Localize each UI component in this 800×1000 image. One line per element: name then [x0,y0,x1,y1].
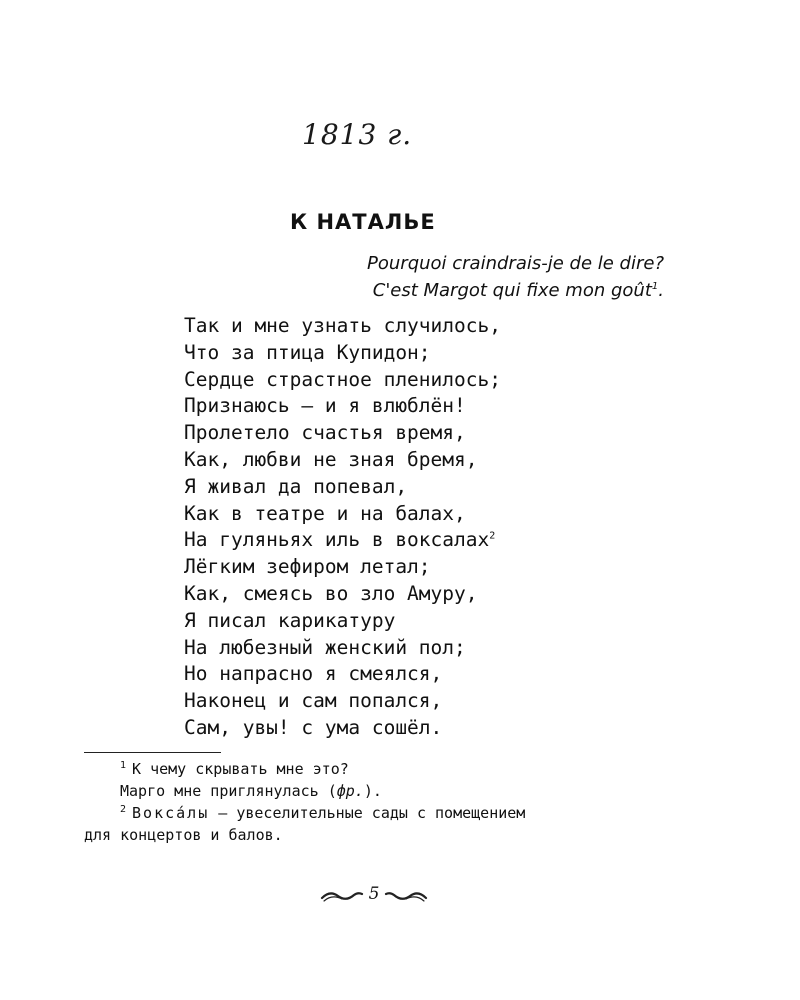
footnote-1-line-1: К чему скрывать мне это? [132,760,349,778]
verse-line: Лёгким зефиром летал; [184,555,431,579]
footnote-1 [84,758,684,780]
verse-line: Сердце страстное пленилось; [184,367,501,391]
footnote-1-line-2-text: Марго мне приглянулась ( [120,782,337,800]
page-number: 5 [368,884,380,904]
epigraph-footnote-mark: 1 [651,281,659,292]
footnotes [84,758,684,846]
footnote-2-definition: — увеселительные сады с помещением [209,804,526,822]
verse-line: Я живал да попевал, [184,474,408,498]
verse-line: Так и мне узнать случилось, [184,314,501,337]
footnote-1-line-2-end: ). [363,782,382,800]
verse-line: Я писал карикатуру [184,608,396,632]
poem-verses [184,313,501,742]
verse-line: Но напрасно я смеялся, [184,662,443,686]
epigraph-line-2 [367,277,664,304]
verse-line-text: На гуляньях иль в воксалах [184,528,490,552]
footnote-1-mark: 1 [120,760,127,771]
footnote-2-mark: 2 [120,804,127,815]
section-year-heading: 1813 г. [302,118,413,151]
footnote-2 [84,802,684,824]
verse-line: Признаюсь — и я влюблён! [184,394,466,418]
verse-line: На любезный женский пол; [184,635,466,659]
verse-line: Как, любви не зная бремя, [184,447,478,471]
verse-line: Как в театре и на балах, [184,501,466,525]
verse-line: Сам, увы! с ума сошёл. [184,715,443,739]
page-number-ornament [320,881,428,911]
epigraph-line-2-text: C'est Margot qui fixe mon goût [372,280,652,301]
footnote-separator-rule [84,752,221,753]
verse-line: Как, смеясь во зло Амуру, [184,581,478,605]
verse-footnote-mark: 2 [489,530,496,542]
footnote-1-continuation [84,780,684,802]
verse-line: Наконец и сам попался, [184,689,443,713]
epigraph-period: . [658,280,664,301]
verse-line-with-footnote [184,527,501,554]
footnote-2-term: Воксáлы [132,804,210,822]
poem-title: К НАТАЛЬЕ [290,210,436,234]
verse-line: Что за птица Купидон; [184,340,431,364]
epigraph-line-1: Pourquoi craindrais-je de le dire? [367,253,664,274]
footnote-2-continuation: для концертов и балов. [84,826,283,844]
verse-line: Пролетело счастья время, [184,421,466,445]
epigraph [367,250,664,304]
footnote-1-abbreviation: фр. [336,782,364,800]
